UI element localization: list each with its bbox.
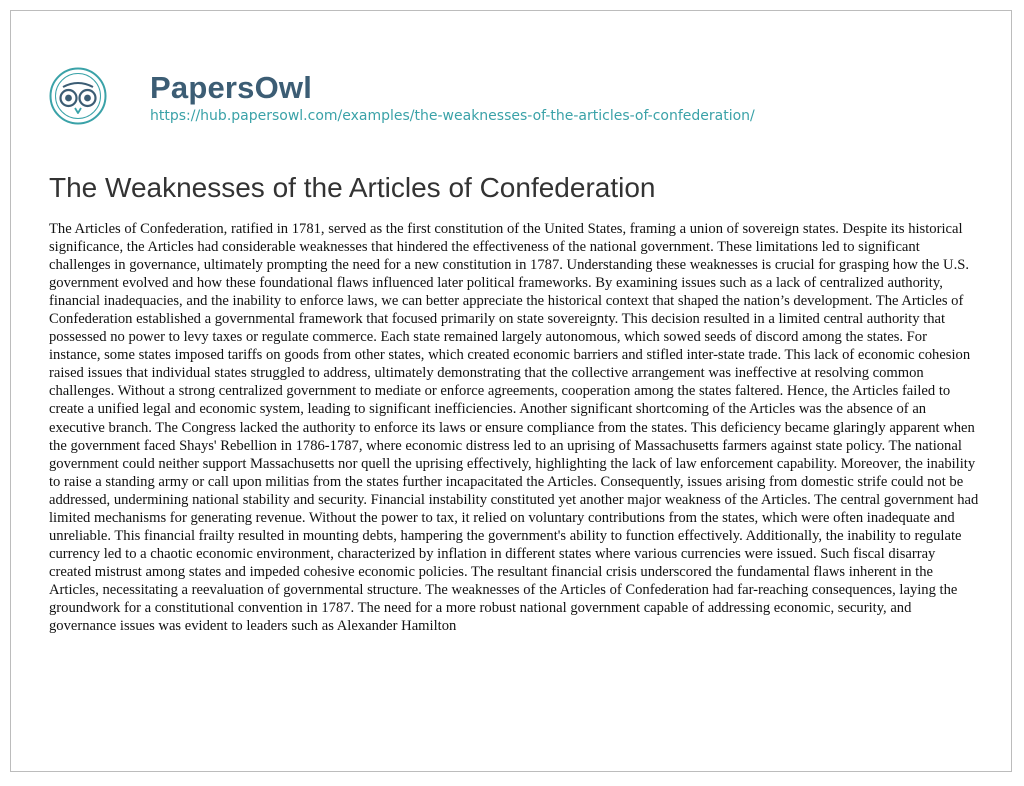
essay-title: The Weaknesses of the Articles of Confederation bbox=[49, 172, 656, 203]
owl-logo-icon bbox=[49, 67, 107, 125]
essay-body: The Articles of Confederation, ratified in 1781, served as the first constitution of the United States, framing a union of sovereign states. Despite its historical significance, the Articles had considerable weaknesses that hindered the effectiveness of the national government. These limitations led to significant challenges in governance, ultimately prompting the need for a new constitution in 1787. Understanding these weaknesses is crucial for grasping how the U.S. government evolved and how these foundational flaws influenced later political frameworks. By examining issues such as a lack of centralized authority, financial inadequacies, and the inability to enforce laws, we can better appreciate the historical context that shaped the nation’s development. The Articles of Confederation established a governmental framework that focused primarily on state sovereignty. This decision resulted in a limited central authority that possessed no power to levy taxes or regulate commerce. Each state remained largely autonomous, which sowed seeds of discord among the states. For instance, some states imposed tariffs on goods from other states, which created economic barriers and stifled inter-state trade. This lack of economic cohesion raised issues that individual states struggled to address, ultimately demonstrating that the collective arrangement was ineffective at resolving common challenges. Without a strong centralized government to mediate or enforce agreements, cooperation among the states faltered. Hence, the Articles failed to create a unified legal and economic system, leading to significant inefficiencies. Another significant shortcoming of the Articles was the absence of an executive branch. The Congress lacked the authority to enforce its laws or ensure compliance from the states. This deficiency became glaringly apparent when the government faced Shays' Rebellion in 1786-1787, where economic distress led to an uprising of Massachusetts farmers against state policy. The national government could neither support Massachusetts nor quell the uprising effectively, highlighting the lack of law enforcement capability. Moreover, the inability to raise a standing army or call upon militias from the states further incapacitated the Articles. Consequently, issues arising from domestic strife could not be addressed, undermining national stability and security. Financial instability constituted yet another major weakness of the Articles. The central government had limited mechanisms for generating revenue. Without the power to tax, it relied on voluntary contributions from the states, which were often inadequate and unreliable. This financial frailty resulted in mounting debts, hampering the government's ability to function effectively. Additionally, the inability to regulate currency led to a chaotic economic environment, characterized by inflation in different states where various currencies were issued. Such fiscal disarray created mistrust among states and impeded cohesive economic policies. The resultant financial crisis underscored the fundamental flaws inherent in the Articles, necessitating a reevaluation of governmental structure. The weaknesses of the Articles of Confederation had far-reaching consequences, laying the groundwork for a constitutional convention in 1787. The need for a more robust national government capable of addressing economic, security, and governance issues was evident to leaders such as Alexander Hamilton bbox=[49, 221, 979, 635]
source-url-link[interactable]: https://hub.papersowl.com/examples/the-weaknesses-of-the-articles-of-confederation/ bbox=[150, 108, 755, 124]
brand-name: PapersOwl bbox=[150, 70, 313, 105]
